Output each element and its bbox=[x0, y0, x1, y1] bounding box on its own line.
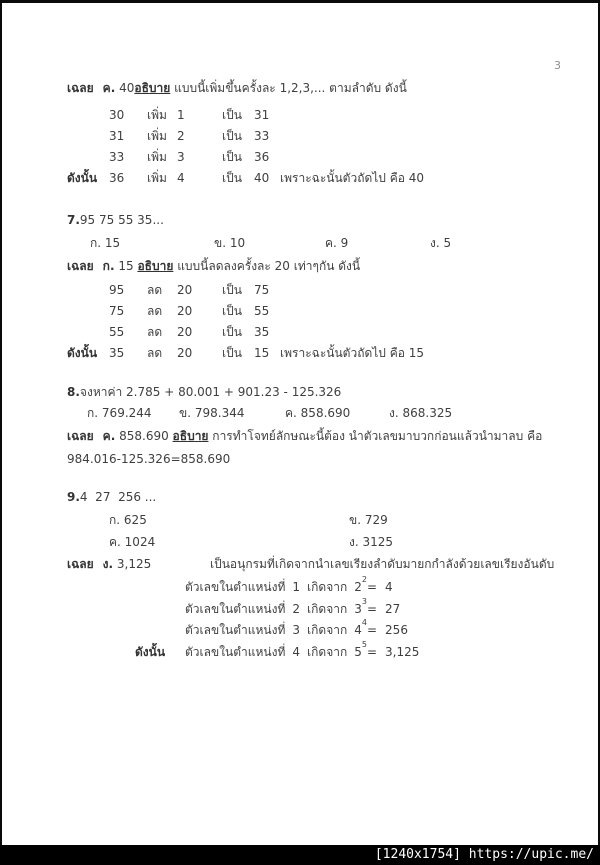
step-amount: 20 bbox=[177, 283, 193, 297]
option bbox=[90, 235, 120, 252]
answer-inline bbox=[67, 556, 151, 573]
q9-power-line bbox=[185, 618, 408, 639]
power-position: 3 bbox=[292, 623, 301, 637]
step-result: 55 bbox=[254, 304, 270, 318]
step-from: 55 bbox=[109, 325, 125, 339]
q6-conclusion-row bbox=[2, 170, 598, 187]
power-prefix: ตัวเลขในตำแหน่งที่ bbox=[185, 645, 286, 659]
step-to: เป็น bbox=[222, 325, 242, 339]
q7-step-row bbox=[2, 324, 598, 341]
option bbox=[430, 235, 451, 252]
document-page bbox=[2, 3, 598, 845]
power-exponent: 4 bbox=[361, 618, 367, 627]
q7-conclusion-row bbox=[2, 345, 598, 362]
answer-value: 3,125 bbox=[116, 557, 152, 571]
step-amount: 3 bbox=[177, 150, 185, 164]
step-result: 35 bbox=[254, 325, 270, 339]
power-middle: เกิดจาก bbox=[307, 645, 348, 659]
step-to: เป็น bbox=[222, 283, 242, 297]
q9-conclusion-power bbox=[185, 640, 420, 661]
option-value: 798.344 bbox=[194, 406, 245, 420]
option bbox=[214, 235, 245, 252]
option bbox=[389, 405, 452, 422]
step-to: เป็น bbox=[222, 129, 242, 143]
power-position: 1 bbox=[292, 580, 301, 594]
option-key: ข. bbox=[179, 406, 192, 420]
option-value: 858.690 bbox=[300, 406, 351, 420]
step-to: เป็น bbox=[222, 171, 242, 185]
question-number: 8. bbox=[67, 385, 80, 399]
option-value: 9 bbox=[340, 236, 349, 250]
option-key: ข. bbox=[349, 513, 362, 527]
calculation: 984.016-125.326=858.690 bbox=[67, 452, 231, 466]
step-op: เพิ่ม bbox=[147, 129, 167, 143]
power-base: 2 bbox=[354, 580, 362, 594]
q6-step-row bbox=[2, 128, 598, 145]
option bbox=[349, 512, 388, 529]
power-base: 3 bbox=[354, 602, 362, 616]
question-sequence: 4 27 256 ... bbox=[79, 490, 157, 504]
q9-question-line bbox=[67, 489, 156, 506]
conclusion-label: ดังนั้น bbox=[67, 171, 98, 185]
option-key: ก. bbox=[109, 513, 121, 527]
q6-answer-line bbox=[67, 80, 407, 97]
option bbox=[349, 534, 393, 551]
step-from: 35 bbox=[109, 346, 125, 360]
explain-text: เป็นอนุกรมที่เกิดจากนำเลขเรียงลำดับมายกกำลังด้วยเลขเรียงอันดับ bbox=[210, 557, 555, 571]
power-base: 5 bbox=[354, 645, 362, 659]
option-key: ง. bbox=[430, 236, 440, 250]
q9-power-line bbox=[185, 597, 401, 618]
power-prefix: ตัวเลขในตำแหน่งที่ bbox=[185, 602, 286, 616]
option bbox=[179, 405, 244, 422]
step-op: เพิ่ม bbox=[147, 108, 167, 122]
q8-calculation-line bbox=[67, 451, 230, 468]
power-middle: เกิดจาก bbox=[307, 623, 348, 637]
answer-label: เฉลย bbox=[67, 259, 94, 273]
step-amount: 20 bbox=[177, 346, 193, 360]
watermark-bar bbox=[0, 845, 600, 865]
option-key: ก. bbox=[90, 236, 102, 250]
question-text: จงหาค่า 2.785 + 80.001 + 901.23 - 125.326 bbox=[79, 385, 342, 399]
explain-label: อธิบาย bbox=[137, 259, 174, 273]
step-to: เป็น bbox=[222, 346, 242, 360]
answer-value: 40 bbox=[119, 81, 135, 95]
step-to: เป็น bbox=[222, 108, 242, 122]
watermark-text: [1240x1754] https://upic.me/ bbox=[374, 847, 594, 862]
step-from: 95 bbox=[109, 283, 125, 297]
option-value: 15 bbox=[104, 236, 121, 250]
step-result: 15 bbox=[254, 346, 270, 360]
q9-power-line bbox=[185, 575, 393, 596]
q7-answer-line bbox=[67, 258, 360, 275]
option-value: 769.244 bbox=[101, 406, 152, 420]
explain-label: อธิบาย bbox=[134, 81, 171, 95]
step-from: 36 bbox=[109, 171, 125, 185]
step-op: ลด bbox=[147, 283, 163, 297]
option-value: 1024 bbox=[124, 535, 156, 549]
q6-step-row bbox=[2, 107, 598, 124]
answer-label: เฉลย bbox=[67, 557, 94, 571]
q9-conclusion-row bbox=[2, 640, 598, 661]
step-from: 31 bbox=[109, 129, 125, 143]
option-key: ง. bbox=[389, 406, 399, 420]
power-exponent: 5 bbox=[361, 640, 367, 649]
power-result: 4 bbox=[385, 580, 393, 594]
equals-sign: = bbox=[366, 623, 378, 637]
q8-options-row bbox=[2, 405, 598, 422]
equals-sign: = bbox=[366, 602, 378, 616]
step-amount: 2 bbox=[177, 129, 185, 143]
power-exponent: 3 bbox=[361, 597, 367, 606]
q6-step-row bbox=[2, 149, 598, 166]
q9-options-row-2 bbox=[2, 534, 598, 551]
option bbox=[87, 405, 152, 422]
question-number: 7. bbox=[67, 213, 80, 227]
step-result: 75 bbox=[254, 283, 270, 297]
power-result: 3,125 bbox=[385, 645, 420, 659]
option bbox=[109, 512, 147, 529]
step-op: ลด bbox=[147, 346, 163, 360]
power-result: 27 bbox=[385, 602, 401, 616]
page-number: 3 bbox=[554, 59, 561, 72]
q8-answer-line bbox=[67, 428, 542, 445]
step-result: 36 bbox=[254, 150, 270, 164]
explain-text: การทำโจทย์ลักษณะนี้ต้อง นำตัวเลขมาบวกก่อนแล้วนำมาลบ คือ bbox=[212, 429, 543, 443]
step-amount: 4 bbox=[177, 171, 185, 185]
q7-step-row bbox=[2, 282, 598, 299]
q9-options-row-1 bbox=[2, 512, 598, 529]
explain-text: แบบนี้เพิ่มขึ้นครั้งละ 1,2,3,... ตามลำดับ ดังนี้ bbox=[174, 81, 407, 95]
answer-choice: ก. bbox=[102, 259, 115, 273]
q7-options-row bbox=[2, 235, 598, 252]
option-key: ค. bbox=[325, 236, 337, 250]
answer-choice: ค. bbox=[102, 81, 116, 95]
answer-choice: ค. bbox=[102, 429, 116, 443]
q9-answer-line bbox=[2, 556, 598, 573]
option-key: ก. bbox=[87, 406, 99, 420]
answer-label: เฉลย bbox=[67, 429, 94, 443]
step-result: 40 bbox=[254, 171, 270, 185]
step-from: 75 bbox=[109, 304, 125, 318]
option-value: 3125 bbox=[362, 535, 394, 549]
step-op: เพิ่ม bbox=[147, 150, 167, 164]
step-result: 33 bbox=[254, 129, 270, 143]
step-op: ลด bbox=[147, 304, 163, 318]
option-value: 868.325 bbox=[402, 406, 453, 420]
answer-choice: ง. bbox=[102, 557, 114, 571]
explain-text: แบบนี้ลดลงครั้งละ 20 เท่าๆกัน ดังนี้ bbox=[177, 259, 361, 273]
option-value: 625 bbox=[123, 513, 147, 527]
option-value: 729 bbox=[364, 513, 388, 527]
step-result: 31 bbox=[254, 108, 270, 122]
option-value: 5 bbox=[443, 236, 452, 250]
step-amount: 20 bbox=[177, 304, 193, 318]
conclusion-note: เพราะฉะนั้นตัวถัดไป คือ 15 bbox=[280, 346, 425, 360]
power-prefix: ตัวเลขในตำแหน่งที่ bbox=[185, 623, 286, 637]
power-position: 4 bbox=[292, 645, 301, 659]
power-base: 4 bbox=[354, 623, 362, 637]
option bbox=[325, 235, 348, 252]
answer-value: 858.690 bbox=[119, 429, 169, 443]
option bbox=[285, 405, 350, 422]
option-value: 10 bbox=[229, 236, 246, 250]
q7-question-line bbox=[67, 212, 164, 229]
power-exponent: 2 bbox=[361, 575, 367, 584]
option-key: ค. bbox=[285, 406, 297, 420]
step-op: ลด bbox=[147, 325, 163, 339]
step-op: เพิ่ม bbox=[147, 171, 167, 185]
conclusion-label: ดังนั้น bbox=[135, 645, 166, 659]
power-position: 2 bbox=[292, 602, 301, 616]
equals-sign: = bbox=[366, 580, 378, 594]
conclusion-label: ดังนั้น bbox=[67, 346, 98, 360]
power-result: 256 bbox=[385, 623, 408, 637]
step-from: 30 bbox=[109, 108, 125, 122]
step-amount: 1 bbox=[177, 108, 185, 122]
option bbox=[109, 534, 155, 551]
power-prefix: ตัวเลขในตำแหน่งที่ bbox=[185, 580, 286, 594]
q7-step-row bbox=[2, 303, 598, 320]
option-key: ข. bbox=[214, 236, 227, 250]
conclusion-note: เพราะฉะนั้นตัวถัดไป คือ 40 bbox=[280, 171, 425, 185]
equals-sign: = bbox=[366, 645, 378, 659]
question-number: 9. bbox=[67, 490, 80, 504]
option-key: ค. bbox=[109, 535, 121, 549]
power-middle: เกิดจาก bbox=[307, 602, 348, 616]
step-to: เป็น bbox=[222, 150, 242, 164]
step-to: เป็น bbox=[222, 304, 242, 318]
step-amount: 20 bbox=[177, 325, 193, 339]
explain-label: อธิบาย bbox=[172, 429, 209, 443]
power-middle: เกิดจาก bbox=[307, 580, 348, 594]
step-from: 33 bbox=[109, 150, 125, 164]
option-key: ง. bbox=[349, 535, 359, 549]
answer-value: 15 bbox=[118, 259, 134, 273]
q8-question-line bbox=[67, 384, 341, 401]
answer-label: เฉลย bbox=[67, 81, 94, 95]
question-sequence: 95 75 55 35... bbox=[79, 213, 164, 227]
